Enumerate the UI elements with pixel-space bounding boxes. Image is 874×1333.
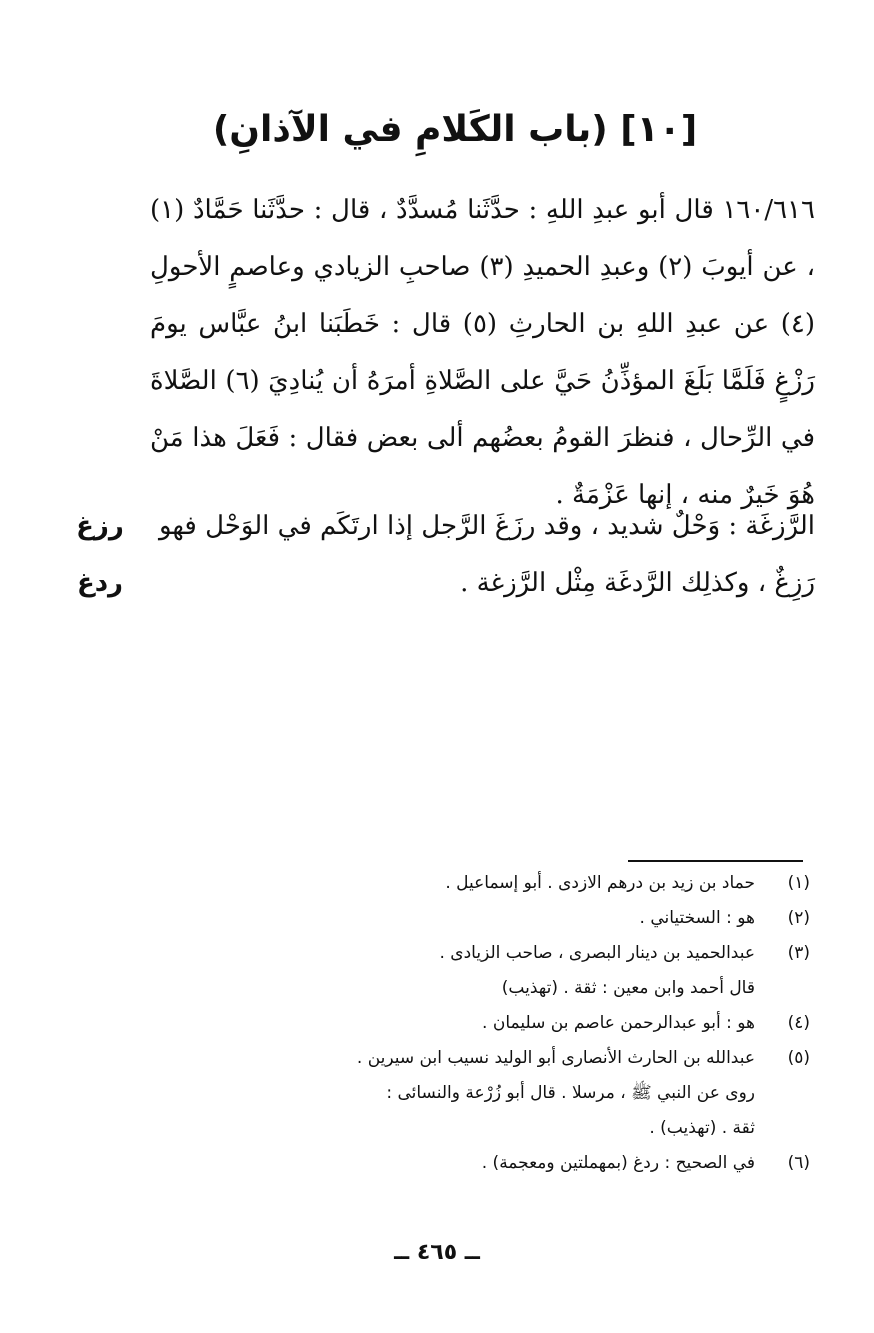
footnote-line: هو : السختياني . — [639, 908, 755, 928]
footnote-line: روى عن النبي ﷺ ، مرسلا . قال أبو زُرْعة والنسائى : — [386, 1083, 755, 1103]
footnote-line: عبدالله بن الحارث الأنصارى أبو الوليد نسيب ابن سيرين . — [356, 1048, 755, 1068]
footnote-number: (٥) — [787, 1048, 810, 1068]
footnote — [230, 1041, 810, 1146]
hadith-text: ١٦٠/٦١٦ قال أبو عبدِ اللهِ : حدَّثَنا مُسدَّدٌ ، قال : حدَّثَنا حَمَّادٌ (١) ، عن أيوبَ (٢) وعبدِ الحميدِ (٣) صاحبِ الزيادي وعاصمٍ الأحولِ (٤) عن عبدِ اللهِ بن الحارثِ (٥) قال : خَطَبَنا ابنُ عبَّاس يومَ رَزْغٍ فَلَمَّا بَلَغَ المؤذِّنُ حَيَّ على الصَّلاةِ أمرَهُ أن يُنادِيَ (٦) الصَّلاةَ في الرِّحال ، فنظرَ القومُ بعضُهم ألى بعض فقال : فَعَلَ هذا مَنْ هُوَ خَيرٌ منه ، إنها عَزْمَةٌ . — [150, 195, 815, 510]
margin-keyword: رزغ — [76, 511, 124, 541]
margin-keywords — [60, 498, 140, 612]
footnote-line: في الصحيح : ردغ (بمهملتين ومعجمة) . — [481, 1153, 755, 1173]
footnote — [230, 1006, 810, 1041]
footnote — [230, 1146, 810, 1181]
footnote-divider — [628, 860, 803, 862]
footnote-number: (١) — [787, 873, 810, 893]
footnote-line: قال أحمد وابن معين : ثقة . (تهذيب) — [501, 978, 755, 998]
margin-keyword: ردغ — [76, 568, 124, 598]
footnote-number: (٦) — [787, 1153, 810, 1173]
footnote-line: حماد بن زيد بن درهم الازدى . أبو إسماعيل . — [445, 873, 755, 893]
footnote — [230, 901, 810, 936]
footnote-line: ثقة . (تهذيب) . — [649, 1118, 755, 1138]
footnote-number: (٢) — [787, 908, 810, 928]
gloss-text: الرَّزغَة : وَحْلٌ شديد ، وقد رزَغَ الرَّجل إذا ارتَكَم في الوَحْل فهو رَزِغٌ ، وكذلِك الرَّدغَة مِثْل الرَّزغة . — [158, 511, 815, 598]
footnote — [230, 936, 810, 1006]
footnote-line: هو : أبو عبدالرحمن عاصم بن سليمان . — [482, 1013, 755, 1033]
footnote-number: (٣) — [787, 943, 810, 963]
footnote-number: (٤) — [787, 1013, 810, 1033]
chapter-title: [١٠] (باب الكَلامِ في الآذانِ) — [212, 109, 698, 150]
footnote-line: عبدالحميد بن دينار البصرى ، صاحب الزيادى . — [439, 943, 755, 963]
page-number: ــ ٤٦٥ ــ — [394, 1240, 480, 1265]
footnotes — [230, 866, 810, 1181]
footnote — [230, 866, 810, 901]
